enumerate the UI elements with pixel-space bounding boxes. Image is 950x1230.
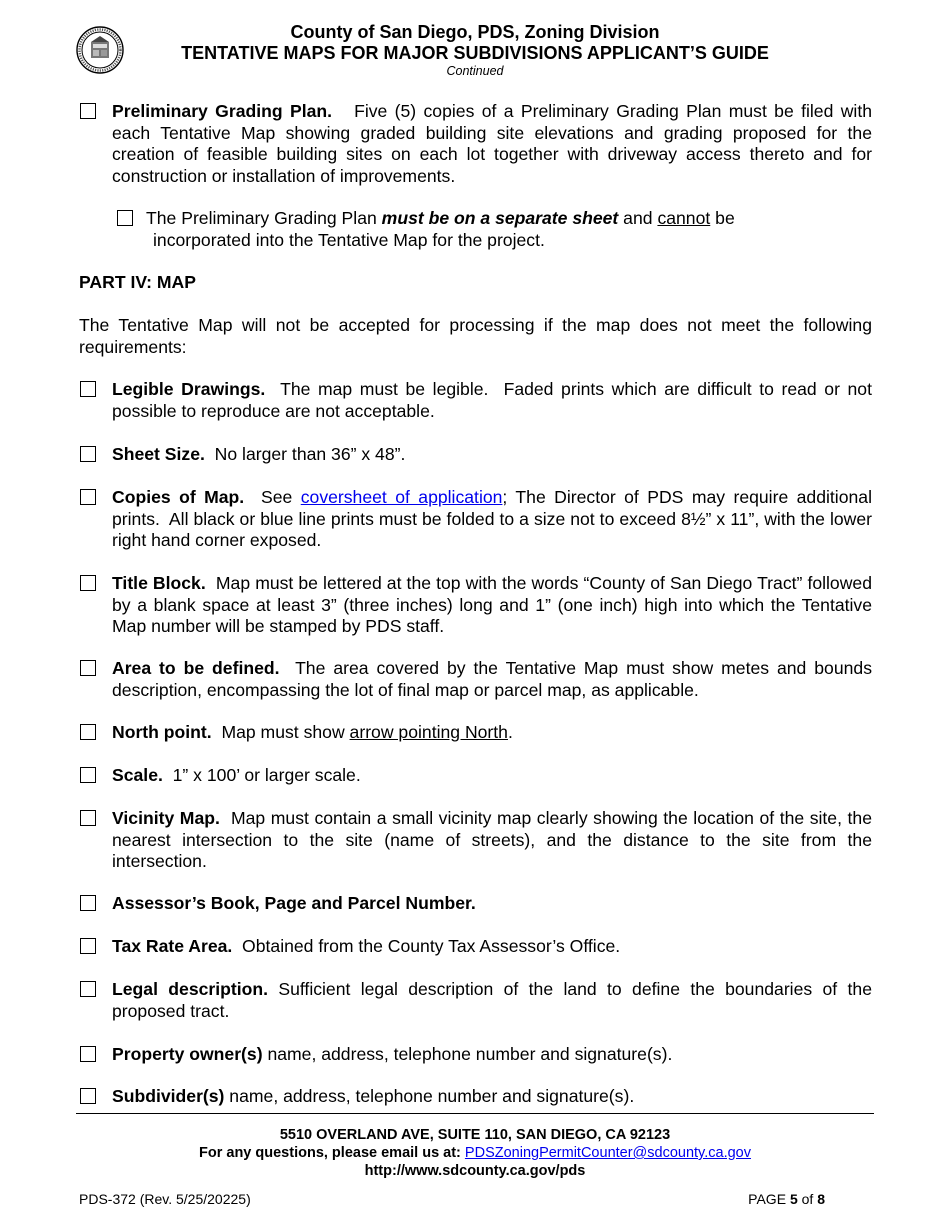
item-title: Title Block. [112,573,206,593]
item-title: Vicinity Map. [112,808,220,828]
sub-text-cont: incorporated into the Tentative Map for the project. [153,229,545,250]
item-title: Copies of Map. [112,487,245,507]
item-body: The map must be legible. Faded prints which are difficult to read or not possible to reproduce are not acceptable. [112,379,877,421]
item-body: The area covered by the Tentative Map must show metes and bounds description, encompassing the lot of final map or parcel map, as applicable. [112,658,877,700]
item-title: Subdivider(s) [112,1086,225,1106]
checklist-item-legal [79,979,877,1022]
item-title: Assessor’s Book, Page and Parcel Number. [112,893,476,913]
checkbox[interactable] [80,103,96,119]
item-title: Scale. [112,765,163,785]
checkbox[interactable] [80,660,96,676]
checkbox[interactable] [117,210,133,226]
checkbox[interactable] [80,981,96,997]
item-body: Sufficient legal description of the land to define the boundaries of the proposed tract. [112,979,877,1021]
footer-divider [76,1113,874,1114]
item-body: Obtained from the County Tax Assessor’s Office. [232,936,621,956]
page-number [748,1190,825,1208]
item-body: Five (5) copies of a Preliminary Grading Plan must be filed with each Tentative Map showing graded building site elevations and grading proposed for the creation of feasible building sites on each lot together with driveway access thereto and for construction or installation of improvements. [112,101,872,186]
checkbox[interactable] [80,810,96,826]
item-body: See [244,487,301,507]
checklist-item-subdivider [79,1086,872,1108]
sub-emphasis: must be on a separate sheet [381,208,619,228]
checklist-item-vicinity [79,808,877,873]
continued-label: Continued [446,64,504,78]
item-title: Legal description. [112,979,268,999]
item-title: Property owner(s) [112,1044,263,1064]
checklist-item-assessor [79,893,872,915]
email-link[interactable]: PDSZoningPermitCounter@sdcounty.ca.gov [464,1145,751,1161]
item-title: Area to be defined. [112,658,280,678]
page-current: 5 [789,1191,798,1207]
footer-address: 5510 OVERLAND AVE, SUITE 110, SAN DIEGO, CA 92123 [279,1127,671,1143]
item-body: ; The Director of PDS may require additional prints. All black or blue line prints must be folded to a size not to exceed 8½” x 11”, with the lower right hand corner exposed. [112,487,877,550]
checkbox[interactable] [80,446,96,462]
item-title: North point. [112,722,212,742]
checkbox[interactable] [80,1046,96,1062]
item-body: 1” x 100’ or larger scale. [162,765,361,785]
checkbox[interactable] [80,381,96,397]
checkbox[interactable] [80,575,96,591]
footer-url[interactable]: http://www.sdcounty.ca.gov/pds [364,1163,586,1179]
checklist-item-grading [79,101,872,187]
checkbox[interactable] [80,895,96,911]
checklist-item-scale [79,765,872,787]
page-total: 8 [817,1191,825,1207]
section-intro: The Tentative Map will not be accepted for processing if the map does not meet the following requirements: [79,315,872,357]
footer-contact [0,1144,950,1162]
checklist-item-north-point [79,722,872,744]
item-body: Map must contain a small vicinity map clearly showing the location of the site, the nearest intersection to the site (name of streets), and the distance to the site from the intersection. [112,808,877,871]
sub-text: and [618,208,658,228]
form-number: PDS-372 (Rev. 5/25/20225) [79,1191,251,1207]
sub-underline: cannot [657,208,711,228]
page-of: of [797,1191,818,1207]
checkbox[interactable] [80,1088,96,1104]
item-title: Sheet Size. [112,444,205,464]
checkbox[interactable] [80,489,96,505]
item-underline: arrow pointing North [349,722,508,742]
item-title: Legible Drawings. [112,379,266,399]
checklist-item-owner [79,1044,872,1066]
checkbox[interactable] [80,724,96,740]
item-body: Map must show [211,722,350,742]
checklist-item-area [79,658,877,701]
sub-text: be [710,208,735,228]
checklist-item-copies [79,487,877,552]
checklist-item-title-block [79,573,877,638]
page-label: PAGE [748,1191,790,1207]
checkbox[interactable] [80,767,96,783]
footer-question: For any questions, please email us at: [199,1145,465,1161]
checklist-item-sheet-size [79,444,872,466]
item-body: name, address, telephone number and signature(s). [224,1086,635,1106]
section-heading: PART IV: MAP [79,272,196,292]
item-body: No larger than 36” x 48”. [204,444,406,464]
item-body: Map must be lettered at the top with the words “County of San Diego Tract” followed by a blank space at least 3” (three inches) long and 1” (one inch) high into which the Tentative Map number will be stamped by PDS staff. [112,573,877,636]
item-body: . [507,722,513,742]
item-body: name, address, telephone number and signature(s). [262,1044,673,1064]
checklist-item-tax-rate [79,936,872,958]
sub-text: The Preliminary Grading Plan [146,208,382,228]
document-title: TENTATIVE MAPS FOR MAJOR SUBDIVISIONS APPLICANT’S GUIDE [181,43,769,63]
coversheet-link[interactable]: coversheet of application [300,487,503,507]
item-title: Tax Rate Area. [112,936,233,956]
header-agency: County of San Diego, PDS, Zoning Division [290,22,660,42]
item-title: Preliminary Grading Plan. [112,101,333,121]
checkbox[interactable] [80,938,96,954]
checklist-subitem-separate-sheet [116,208,872,251]
checklist-item-legible [79,379,877,422]
